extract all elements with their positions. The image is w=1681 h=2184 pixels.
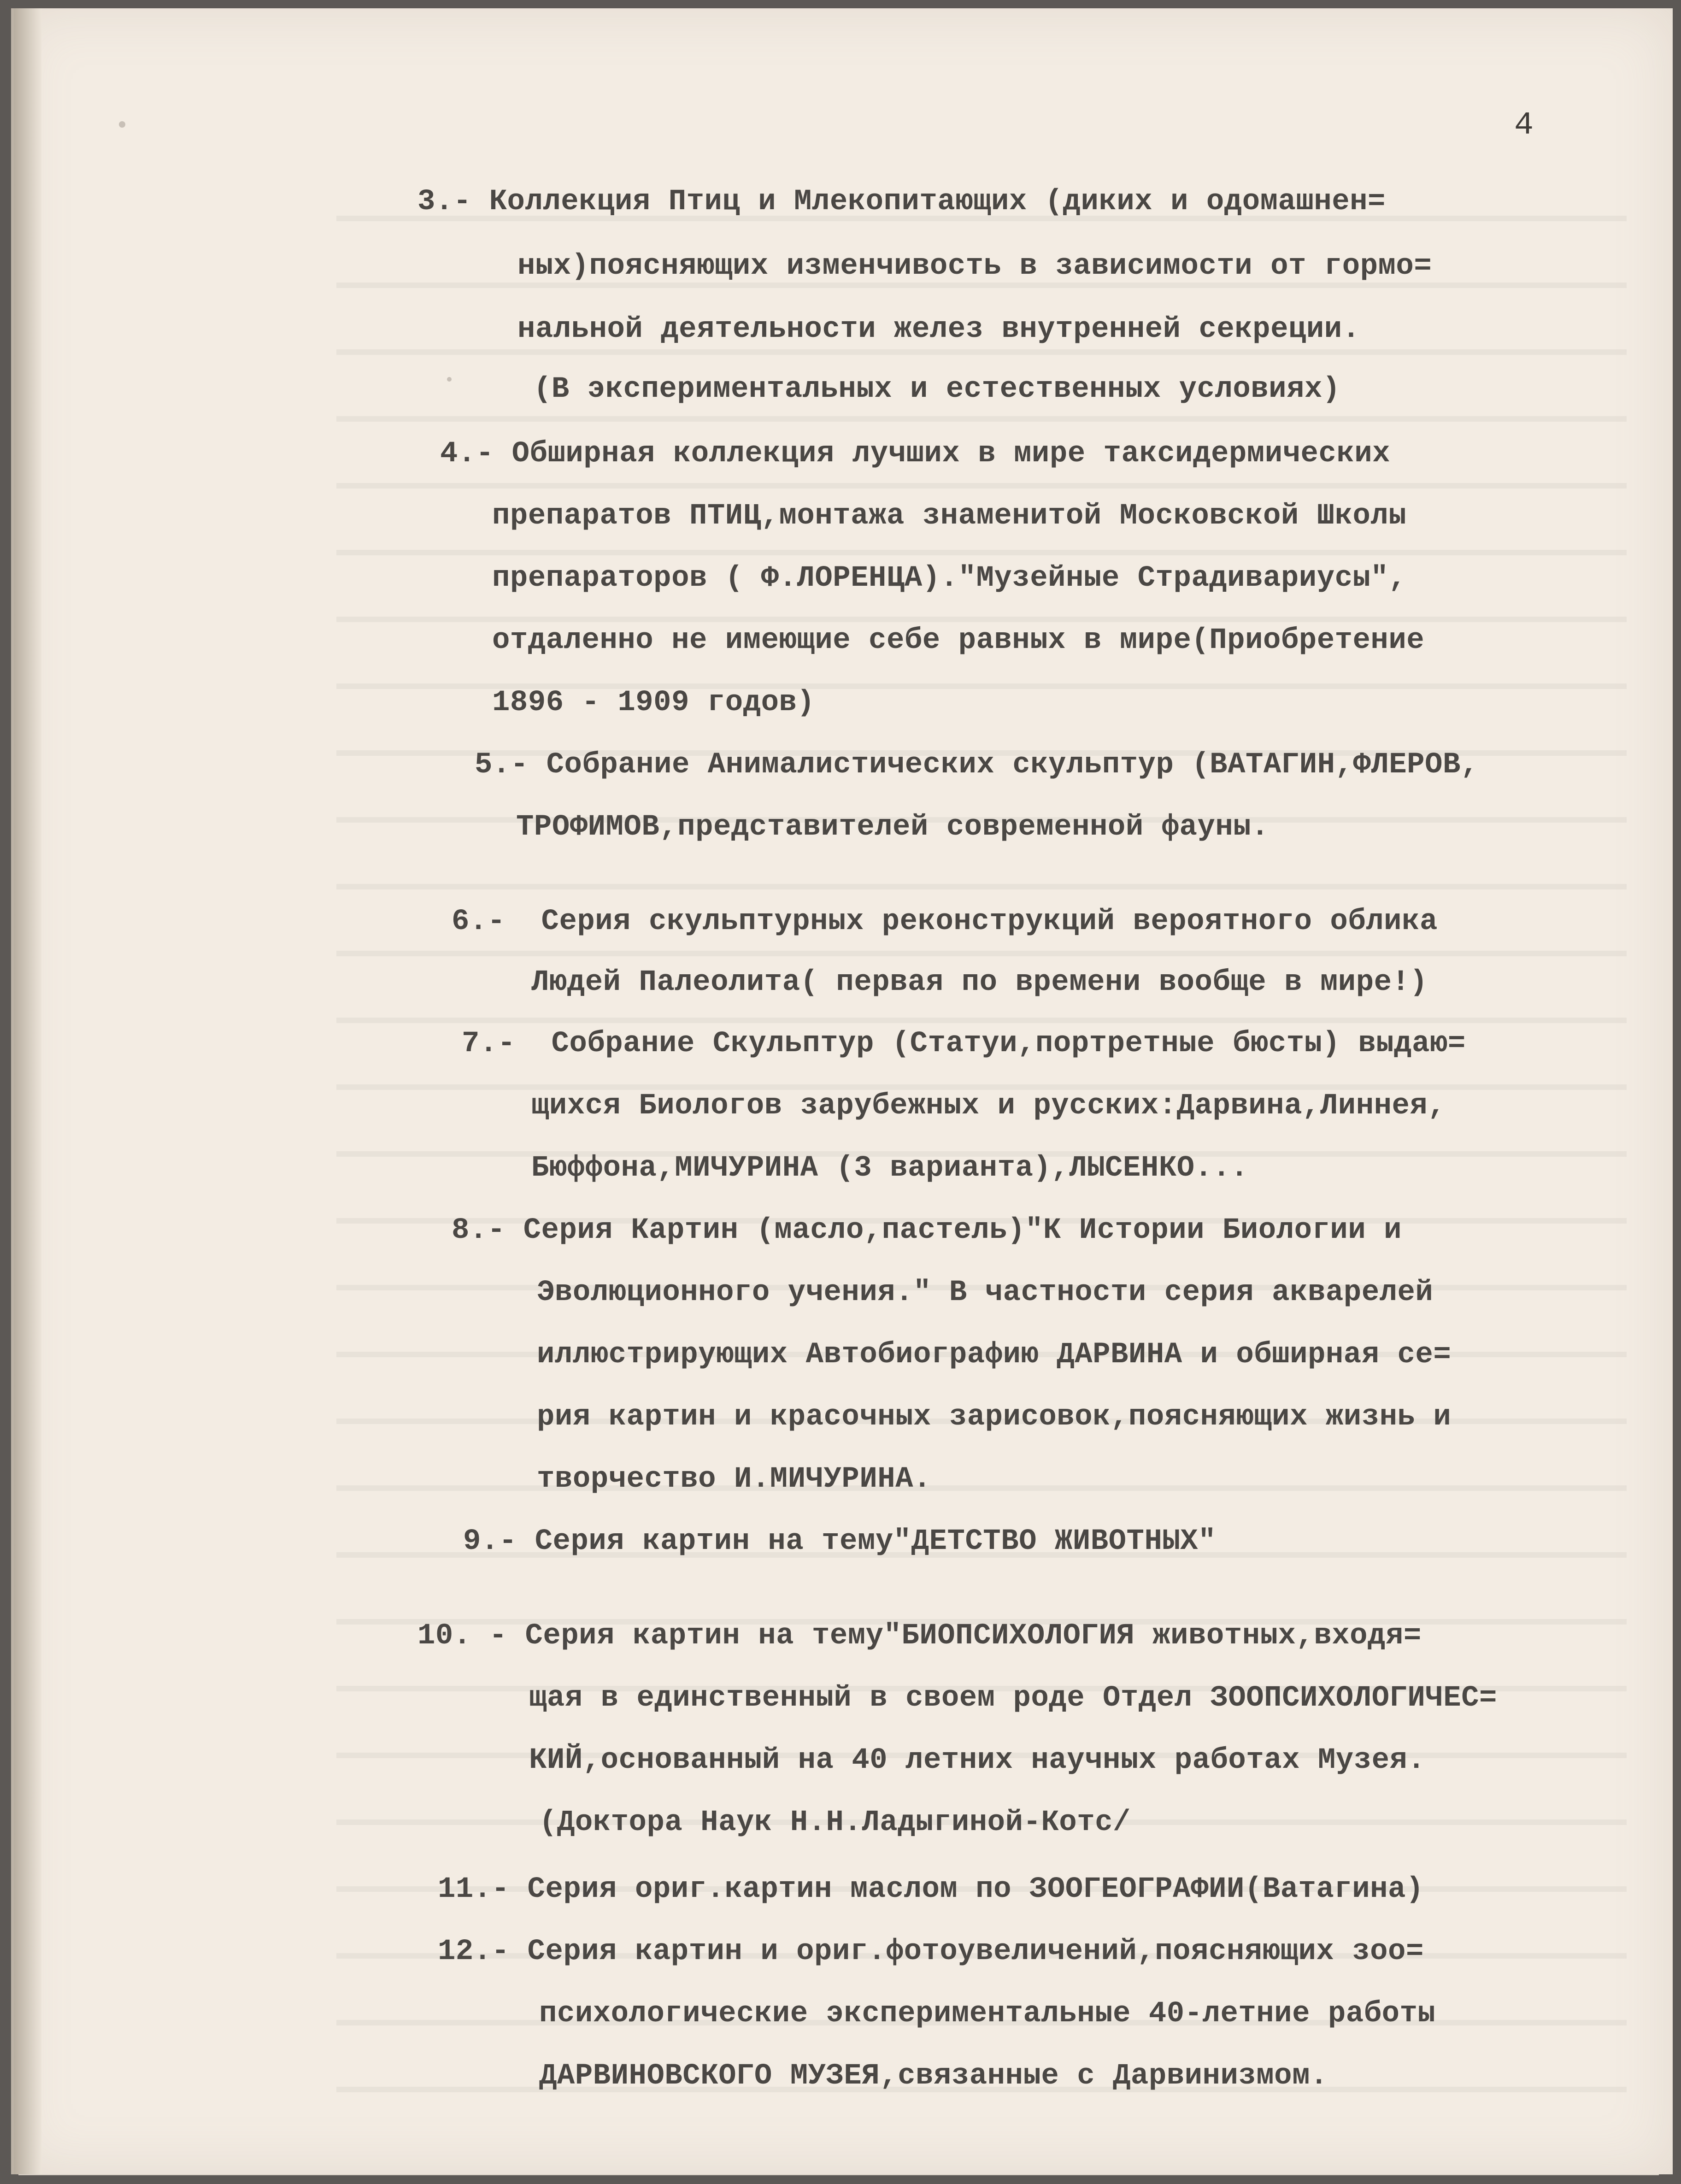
line-item-8: 8.- Серия Картин (масло,пастель)"К Истории Биологии и bbox=[452, 1214, 1402, 1247]
line-item-10: 10. - Серия картин на тему"БИОПСИХОЛОГИЯ животных,входя= bbox=[417, 1619, 1422, 1653]
line-item-6-cont: Людей Палеолита( первая по времени вообще в мире!) bbox=[531, 966, 1428, 999]
line-item-4: 4.- Обширная коллекция лучших в мире таксидермических bbox=[440, 437, 1391, 471]
line-item-7: 7.- Собрание Скульптур (Статуи,портретные бюсты) выдаю= bbox=[462, 1027, 1466, 1060]
ink-dot bbox=[119, 121, 125, 128]
line-item-12-cont: ДАРВИНОВСКОГО МУЗЕЯ,связанные с Дарвинизмом. bbox=[539, 2060, 1328, 2093]
line-item-5-cont: ТРОФИМОВ,представителей современной фауны. bbox=[516, 811, 1270, 844]
line-item-7-cont: Бюффона,МИЧУРИНА (3 варианта),ЛЫСЕНКО... bbox=[531, 1152, 1249, 1185]
line-item-8-cont: Эволюционного учения." В частности серия акварелей bbox=[537, 1276, 1434, 1309]
page-number: 4 bbox=[1514, 107, 1534, 144]
line-item-3-cont: нальной деятельности желез внутренней секреции. bbox=[517, 313, 1360, 346]
line-item-7-cont: щихся Биологов зарубежных и русских:Дарвина,Линнея, bbox=[531, 1089, 1446, 1123]
typewritten-page bbox=[11, 8, 1673, 2174]
line-item-3-cont: (В экспериментальных и естественных условиях) bbox=[534, 373, 1340, 406]
line-item-10-cont: (Доктора Наук Н.Н.Ладыгиной-Котс/ bbox=[539, 1806, 1131, 1839]
line-item-8-cont: творчество И.МИЧУРИНА. bbox=[537, 1463, 931, 1496]
line-item-4-cont: 1896 - 1909 годов) bbox=[492, 686, 815, 719]
line-item-5: 5.- Собрание Анималистических скульптур (ВАТАГИН,ФЛЕРОВ, bbox=[475, 748, 1479, 782]
line-item-6: 6.- Серия скульптурных реконструкций вероятного облика bbox=[452, 905, 1438, 938]
line-item-11: 11.- Серия ориг.картин маслом по ЗООГЕОГРАФИИ(Ватагина) bbox=[438, 1873, 1424, 1906]
line-item-8-cont: рия картин и красочных зарисовок,поясняющих жизнь и bbox=[537, 1401, 1452, 1434]
line-item-12: 12.- Серия картин и ориг.фотоувеличений,поясняющих зоо= bbox=[438, 1935, 1424, 1968]
line-item-9: 9.- Серия картин на тему"ДЕТСТВО ЖИВОТНЫХ" bbox=[463, 1525, 1217, 1558]
line-item-4-cont: препараторов ( Ф.ЛОРЕНЦА)."Музейные Страдивариусы", bbox=[492, 562, 1407, 595]
binding-edge bbox=[14, 8, 41, 2174]
line-item-10-cont: щая в единственный в своем роде Отдел ЗООПСИХОЛОГИЧЕС= bbox=[529, 1682, 1497, 1715]
ink-dot bbox=[447, 377, 452, 382]
line-item-3: 3.- Коллекция Птиц и Млекопитающих (диких и одомашнен= bbox=[417, 185, 1386, 218]
line-item-10-cont: КИЙ,основанный на 40 летних научных работах Музея. bbox=[529, 1744, 1426, 1777]
line-item-12-cont: психологические экспериментальные 40-летние работы bbox=[539, 1997, 1436, 2031]
line-item-8-cont: иллюстрирующих Автобиографию ДАРВИНА и обширная се= bbox=[537, 1338, 1452, 1372]
line-item-3-cont: ных)поясняющих изменчивость в зависимости от гормо= bbox=[517, 250, 1432, 283]
line-item-4-cont: препаратов ПТИЦ,монтажа знаменитой Московской Школы bbox=[492, 500, 1407, 533]
line-item-4-cont: отдаленно не имеющие себе равных в мире(Приобретение bbox=[492, 624, 1425, 657]
